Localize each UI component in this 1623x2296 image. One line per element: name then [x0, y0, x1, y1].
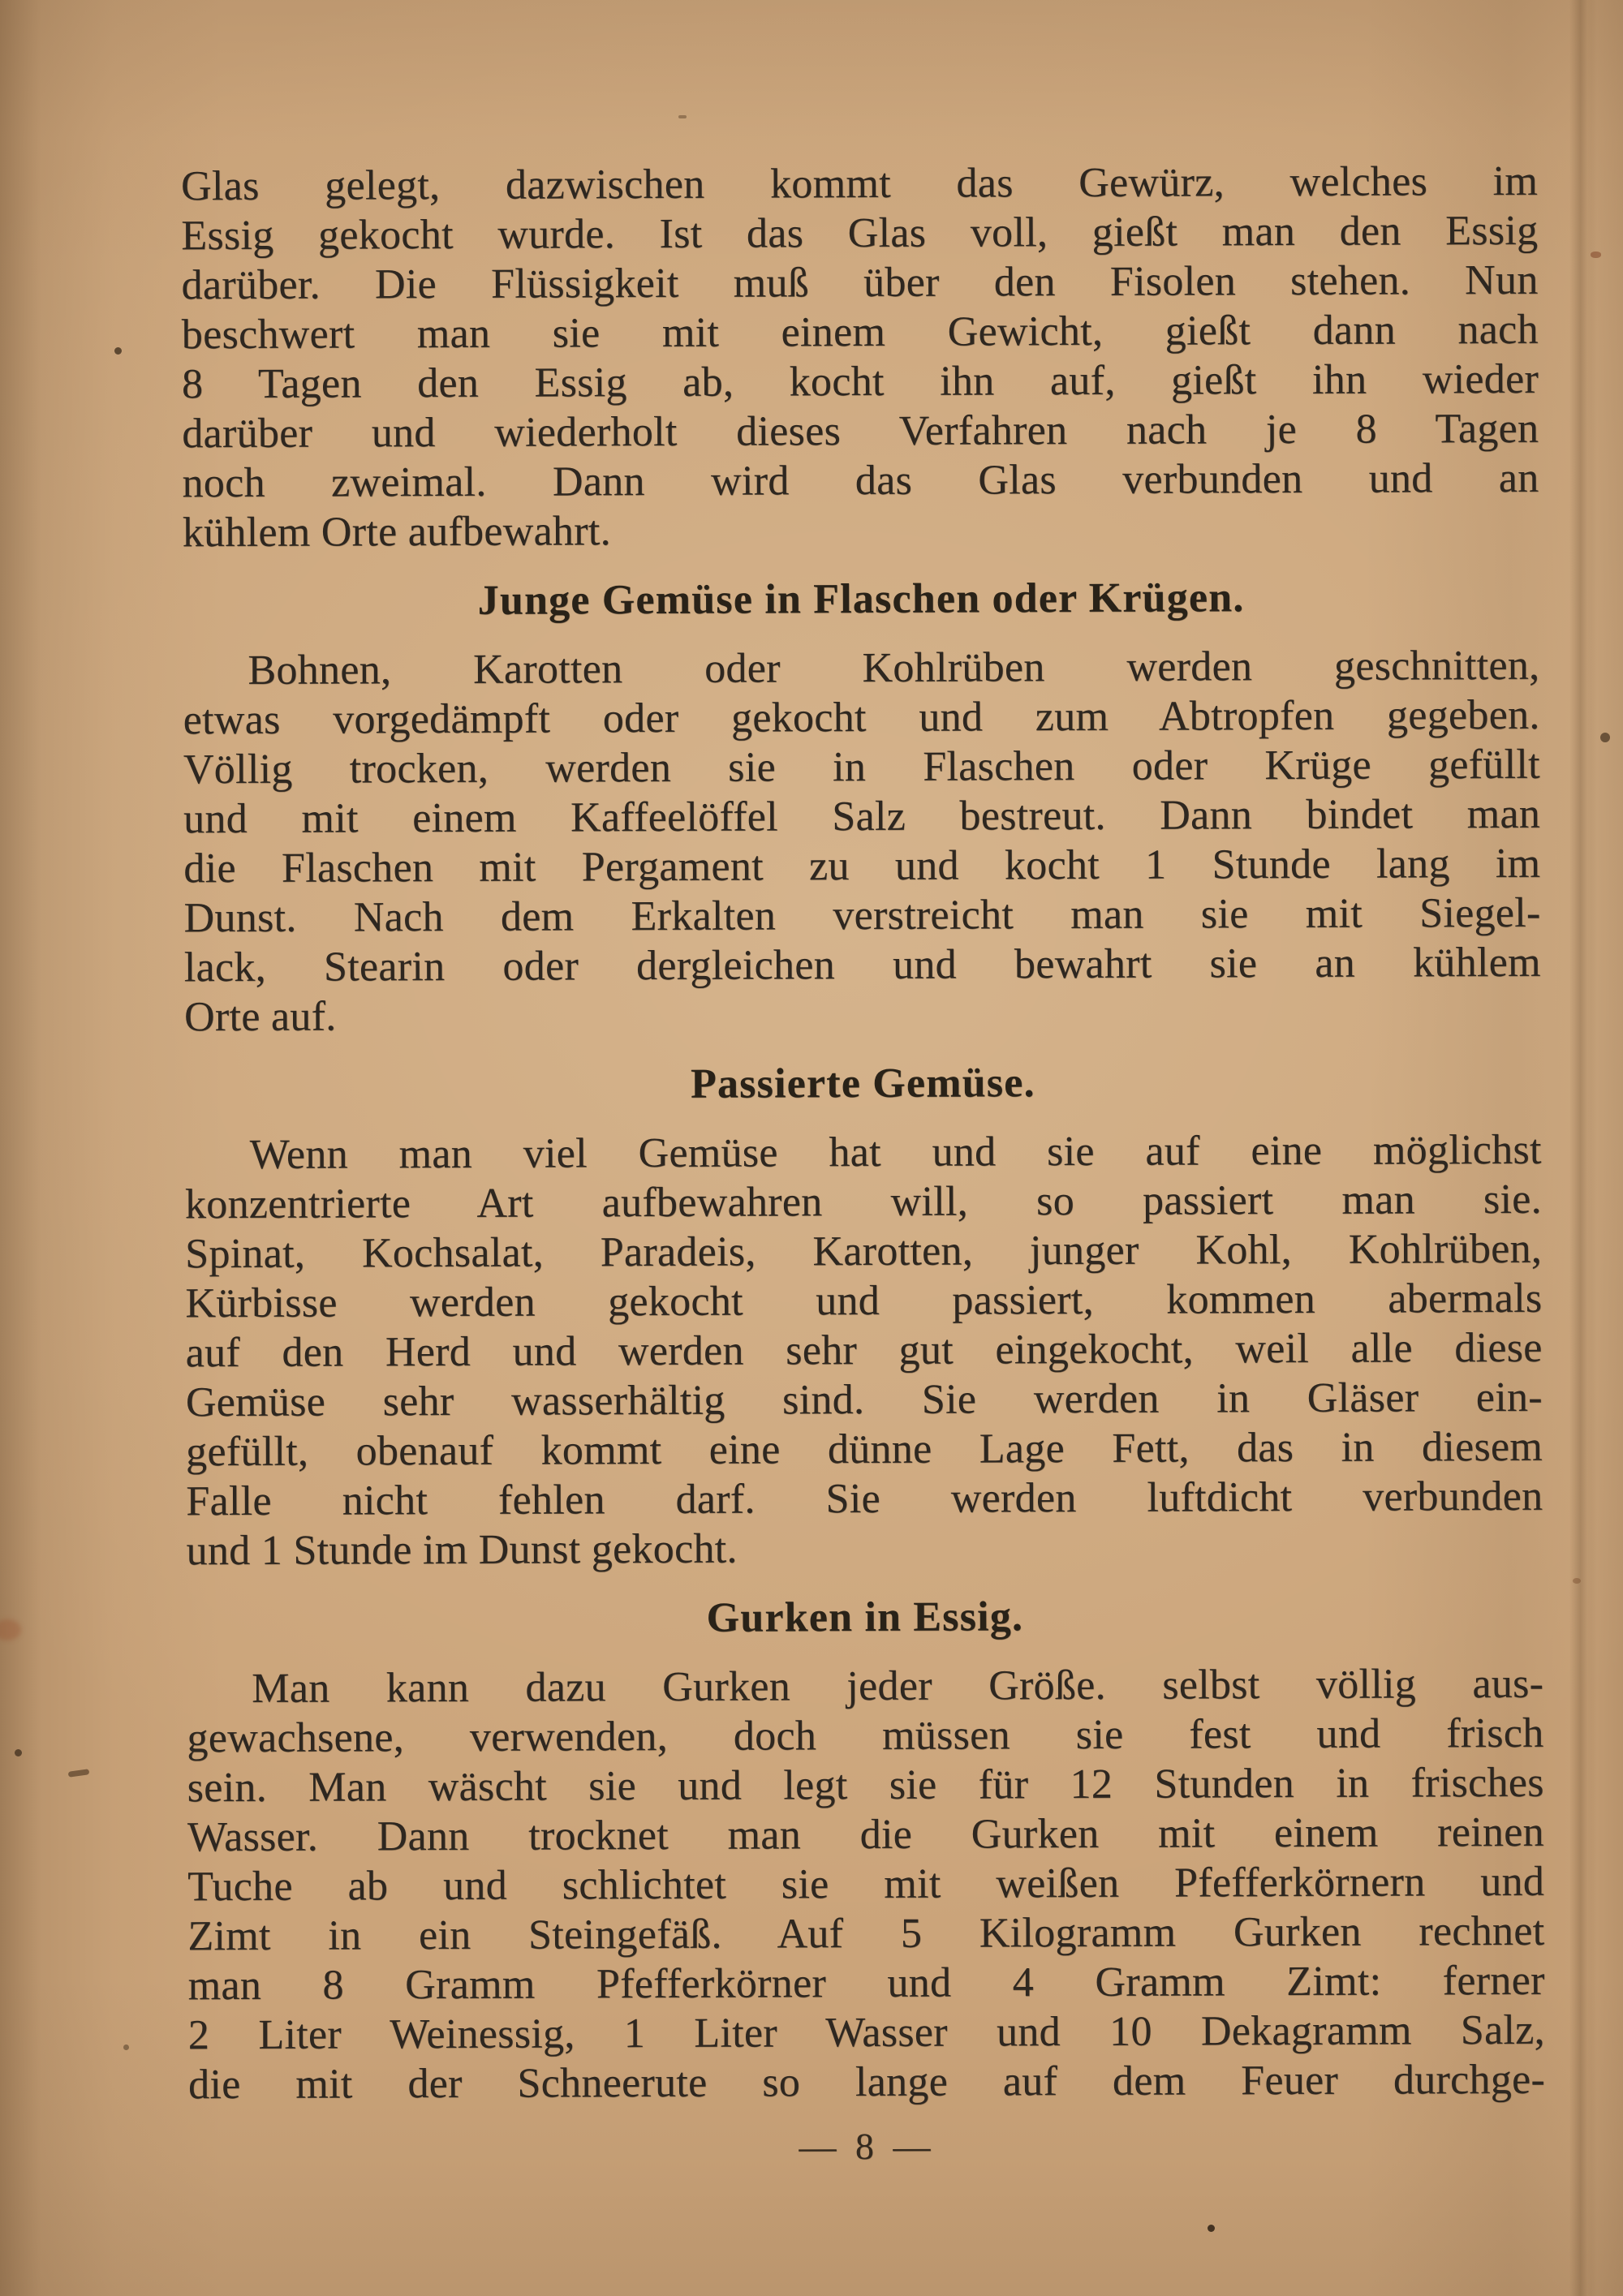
text-line: 2 Liter Weinessig, 1 Liter Wasser und 10 Dekagramm Salz, [187, 2006, 1545, 2059]
text-line: Glas gelegt, dazwischen kommt das Gewürz, welches im [181, 157, 1539, 210]
text-line: sein. Man wäscht sie und legt sie für 12 Stunden in frisches [187, 1759, 1544, 1812]
text-line: 8 Tagen den Essig ab, kocht ihn auf, gießt ihn wieder [181, 355, 1539, 408]
paragraph-junge-gemuese [183, 641, 1541, 1042]
paragraph-continued [181, 157, 1539, 557]
paper-speck [68, 1769, 90, 1778]
paper-speck [678, 115, 687, 118]
paragraph-passierte-gemuese [185, 1125, 1543, 1576]
text-line: Dunst. Nach dem Erkalten verstreicht man sie mit Siegel- [183, 889, 1541, 942]
text-line: konzentrierte Art aufbewahren will, so passiert man sie. [184, 1176, 1543, 1228]
text-line: Orte auf. [183, 993, 337, 1041]
text-line: Kürbisse werden gekocht und passiert, kommen abermals [185, 1275, 1543, 1327]
text-line: darüber und wiederholt dieses Verfahren nach je 8 Tagen [182, 405, 1539, 458]
text-line: Spinat, Kochsalat, Paradeis, Karotten, junger Kohl, Kohlrüben, [185, 1225, 1543, 1278]
text-line: und 1 Stunde im Dunst gekocht. [186, 1525, 738, 1575]
text-line: die mit der Schneerute so lange auf dem Feuer durchge- [187, 2056, 1546, 2109]
text-line: Wasser. Dann trocknet man die Gurken mit einem reinen [187, 1808, 1545, 1861]
text-line: Essig gekocht wurde. Ist das Glas voll, gießt man den Essig [181, 207, 1539, 260]
text-line: noch zweimal. Dann wird das Glas verbunden und an [182, 454, 1539, 507]
text-line: Bohnen, Karotten oder Kohlrüben werden geschnitten, [248, 642, 1540, 694]
text-line: Tuche ab und schlichtet sie mit weißen Pfefferkörnern und [187, 1858, 1545, 1911]
text-line: Wenn man viel Gemüse hat und sie auf eine möglichst [249, 1126, 1542, 1178]
text-line: lack, Stearin oder dergleichen und bewahrt sie an kühlem [183, 939, 1541, 991]
paper-speck [123, 2044, 129, 2050]
text-line: Man kann dazu Gurken jeder Größe. selbst völlig aus- [252, 1660, 1544, 1712]
text-line: Falle nicht fehlen darf. Sie werden luftdicht verbunden [186, 1473, 1543, 1525]
text-line: Gemüse sehr wasserhältig sind. Sie werden in Gläser ein- [185, 1374, 1543, 1426]
paper-speck [1208, 2225, 1215, 2232]
text-line: gefüllt, obenauf kommt eine dünne Lage Fett, das in diesem [186, 1423, 1543, 1476]
text-line: man 8 Gramm Pfefferkörner und 4 Gramm Zimt: ferner [187, 1957, 1545, 2010]
paragraph-gurken-in-essig [187, 1659, 1545, 2109]
text-line: und mit einem Kaffeelöffel Salz bestreut. Dann bindet man [183, 790, 1541, 843]
text-line: darüber. Die Flüssigkeit muß über den Fisolen stehen. Nun [181, 256, 1539, 309]
paper-crease-right [1569, 0, 1597, 2296]
paper-speck [1600, 733, 1610, 742]
text-line: gewachsene, verwenden, doch müssen sie fest und frisch [187, 1709, 1544, 1762]
text-line: Völlig trocken, werden sie in Flaschen oder Krüge gefüllt [183, 741, 1540, 793]
page-number: — 8 — [799, 2125, 936, 2168]
recipe-heading-gurken-in-essig: Gurken in Essig. [706, 1593, 1024, 1641]
recipe-heading-junge-gemuese: Junge Gemüse in Flaschen oder Krügen. [477, 574, 1245, 624]
text-line: Zimt in ein Steingefäß. Auf 5 Kilogramm Gurken rechnet [187, 1907, 1545, 1960]
text-line: beschwert man sie mit einem Gewicht, gießt dann nach [181, 306, 1539, 359]
recipe-heading-passierte-gemuese: Passierte Gemüse. [690, 1060, 1035, 1107]
text-column [181, 157, 1546, 2173]
text-line: die Flaschen mit Pergament zu und kocht 1 Stunde lang im [183, 840, 1541, 892]
text-line: auf den Herd und werden sehr gut eingekocht, weil alle diese [185, 1324, 1543, 1377]
paper-stain [0, 1619, 21, 1640]
paper-speck [15, 1749, 22, 1756]
text-line: kühlem Orte aufbewahrt. [182, 508, 612, 557]
paper-speck [114, 347, 122, 355]
text-line: etwas vorgedämpft oder gekocht und zum Abtropfen gegeben. [183, 691, 1540, 744]
